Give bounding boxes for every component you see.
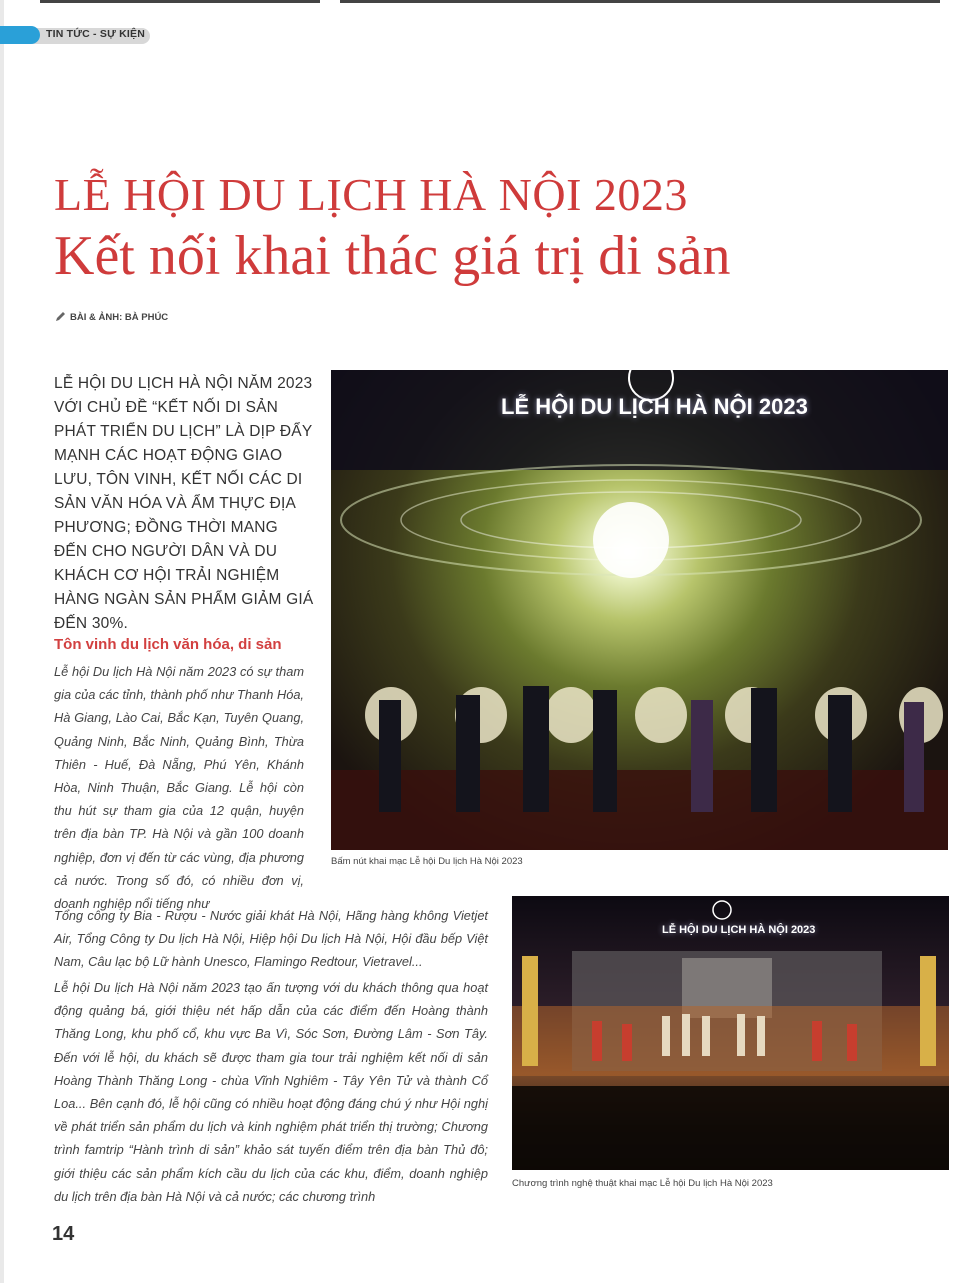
- top-rule-right: [340, 0, 940, 3]
- body-paragraph-1: Lễ hội Du lịch Hà Nội năm 2023 có sự tham gia của các tỉnh, thành phố như Thanh Hóa, Hà Giang, Lào Cai, Bắc Kạn, Tuyên Quang, Quảng Ninh, Bắc Ninh, Quảng Bình, Thừa Thiên - Huế, Đà Nẵng, Phú Yên, Khánh Hòa, Ninh Thuận, Bắc Giang. Lễ hội còn thu hút sự tham gia của 12 quận, huyện trên địa bàn TP. Hà Nội và gần 100 doanh nghiệp, đơn vị đến từ các vùng, địa phương cả nước. Trong số đó, có nhiều đơn vị, doanh nghiệp nổi tiếng như: [54, 664, 304, 912]
- section-label: TIN TỨC - SỰ KIỆN: [46, 28, 145, 40]
- byline-text: BÀI & ẢNH: BÀ PHÚC: [70, 311, 169, 323]
- photo2-caption: Chương trình nghệ thuật khai mạc Lễ hội Du lịch Hà Nội 2023: [512, 1178, 773, 1189]
- art-performance-scene: [512, 896, 949, 1170]
- article-subtitle: Kết nối khai thác giá trị di sản: [54, 225, 731, 287]
- opening-ceremony-scene: [331, 370, 948, 850]
- byline: [54, 311, 168, 323]
- page-number: 14: [52, 1223, 75, 1245]
- pen-icon: [54, 311, 66, 323]
- article-title: LỄ HỘI DU LỊCH HÀ NỘI 2023: [54, 169, 688, 220]
- section-subhead: Tôn vinh du lịch văn hóa, di sản: [54, 636, 282, 653]
- body-paragraph-2: Lễ hội Du lịch Hà Nội năm 2023 tạo ấn tượng với du khách thông qua hoạt động quảng bá, giới thiệu nét hấp dẫn của các điểm đến Hoàng thành Thăng Long, khu phố cổ, khu vực Ba Vì, Sóc Sơn, Đường Lâm - Sơn Tây. Đến với lễ hội, du khách sẽ được tham gia tour trải nghiệm kết nối di sản Hoàng Thành Thăng Long - chùa Vĩnh Nghiêm - Tây Yên Tử và thành Cổ Loa... Bên cạnh đó, lễ hội cũng có nhiều hoạt động đáng chú ý như Hội nghị về phát triển sản phẩm du lịch và kinh nghiệm phát triển thị trường; Chương trình famtrip “Hành trình di sản” khảo sát tuyến điểm trên địa bàn Thủ đô; giới thiệu các sản phẩm kích cầu du lịch của các khu, điểm, doanh nghiệp du lịch trên địa bàn Hà Nội và cả nước; các chương trình: [54, 980, 488, 1204]
- photo1-caption: Bấm nút khai mạc Lễ hội Du lịch Hà Nội 2023: [331, 856, 523, 867]
- lead-paragraph: LỄ HỘI DU LỊCH HÀ NỘI NĂM 2023 VỚI CHỦ ĐỀ “KẾT NỐI DI SẢN PHÁT TRIỂN DU LỊCH” LÀ DỊP ĐẨY MẠNH CÁC HOẠT ĐỘNG GIAO LƯU, TÔN VINH, KẾT NỐI CÁC DI SẢN VĂN HÓA VÀ ẨM THỰC ĐỊA PHƯƠNG; ĐỒNG THỜI MANG ĐẾN CHO NGƯỜI DÂN VÀ DU KHÁCH CƠ HỘI TRẢI NGHIỆM HÀNG NGÀN SẢN PHẨM GIẢM GIÁ ĐẾN 30%.: [54, 375, 314, 632]
- photo2-stage-title: LỄ HỘI DU LỊCH HÀ NỘI 2023: [662, 924, 816, 936]
- body-paragraph-1-continued: Tổng công ty Bia - Rượu - Nước giải khát Hà Nội, Hãng hàng không Vietjet Air, Tổng Công ty Du lịch Hà Nội, Hiệp hội Du lịch Hà Nội, Hội đầu bếp Việt Nam, Câu lạc bộ Lữ hành Unesco, Flamingo Redtour, Vietravel...: [54, 908, 488, 970]
- opening-ceremony-photo: [331, 370, 948, 850]
- photo1-stage-title: LỄ HỘI DU LỊCH HÀ NỘI 2023: [501, 394, 808, 419]
- art-performance-photo: [512, 896, 949, 1170]
- section-tab-accent: [0, 26, 40, 44]
- page-edge: [0, 0, 4, 1283]
- top-rule-left: [40, 0, 320, 3]
